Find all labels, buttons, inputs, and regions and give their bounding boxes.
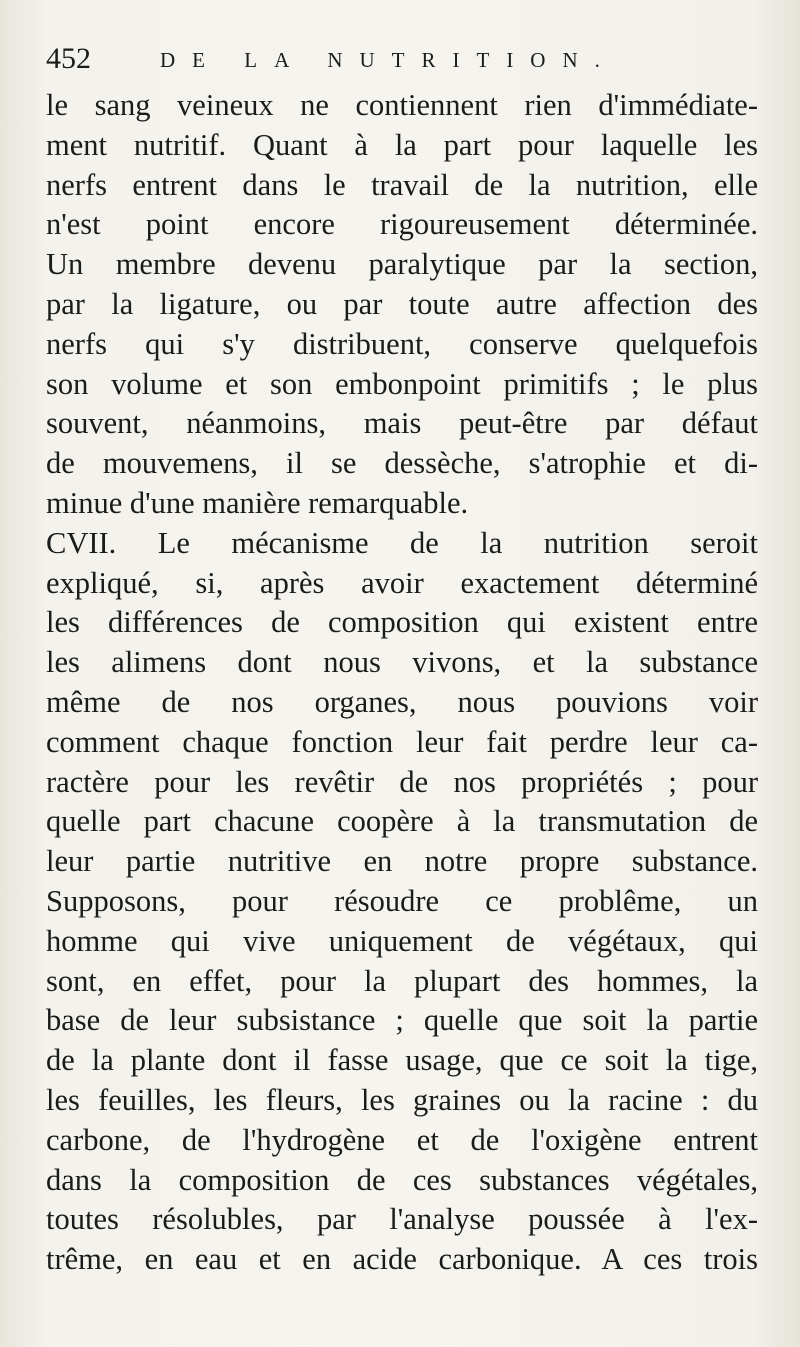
text-line: nerfs entrent dans le travail de la nutrition, elle <box>46 167 758 202</box>
text-line: quelle part chacune coopère à la transmutation de <box>46 804 758 839</box>
body-text <box>42 86 758 1280</box>
text-line: les différences de composition qui existent entre <box>46 605 758 640</box>
text-line: ment nutritif. Quant à la part pour laquelle les <box>46 127 758 162</box>
text-line: de la plante dont il fasse usage, que ce soit la tige, <box>46 1043 758 1078</box>
text-line: ractère pour les revêtir de nos propriétés ; pour <box>46 764 758 799</box>
page-header <box>42 40 752 86</box>
text-line: dans la composition de ces substances végétales, <box>46 1162 758 1197</box>
text-line: comment chaque fonction leur fait perdre leur ca- <box>46 724 758 759</box>
text-line: de mouvemens, il se dessèche, s'atrophie et di- <box>46 446 758 481</box>
text-line: n'est point encore rigoureusement déterminée. <box>46 207 758 242</box>
text-line: par la ligature, ou par toute autre affection des <box>46 286 758 321</box>
text-line: toutes résolubles, par l'analyse poussée à l'ex- <box>46 1202 758 1237</box>
text-line: son volume et son embonpoint primitifs ; le plus <box>46 366 758 401</box>
text-line: sont, en effet, pour la plupart des hommes, la <box>46 963 758 998</box>
text-line: leur partie nutritive en notre propre substance. <box>46 844 758 879</box>
text-line: carbone, de l'hydrogène et de l'oxigène entrent <box>46 1122 758 1157</box>
text-line: le sang veineux ne contiennent rien d'immédiate- <box>46 88 758 122</box>
text-line: homme qui vive uniquement de végétaux, qui <box>46 923 758 958</box>
text-line: même de nos organes, nous pouvions voir <box>46 684 758 719</box>
text-line: Un membre devenu paralytique par la section, <box>46 247 758 282</box>
text-line: base de leur subsistance ; quelle que soit la partie <box>46 1003 758 1038</box>
text-line: minue d'une manière remarquable. <box>46 485 469 520</box>
text-line: expliqué, si, après avoir exactement déterminé <box>46 565 758 600</box>
text-line: les feuilles, les fleurs, les graines ou la racine : du <box>46 1082 758 1117</box>
running-title: DE LA NUTRITION. <box>160 48 617 72</box>
text-line: les alimens dont nous vivons, et la substance <box>46 645 758 680</box>
text-line: nerfs qui s'y distribuent, conserve quelquefois <box>46 326 758 361</box>
text-line: trême, en eau et en acide carbonique. A ces trois <box>46 1242 758 1277</box>
text-line: Supposons, pour résoudre ce problême, un <box>46 883 758 918</box>
text-line: souvent, néanmoins, mais peut-être par défaut <box>46 406 758 441</box>
text-line: CVII. Le mécanisme de la nutrition seroit <box>46 525 758 560</box>
page-number: 452 <box>46 42 91 75</box>
